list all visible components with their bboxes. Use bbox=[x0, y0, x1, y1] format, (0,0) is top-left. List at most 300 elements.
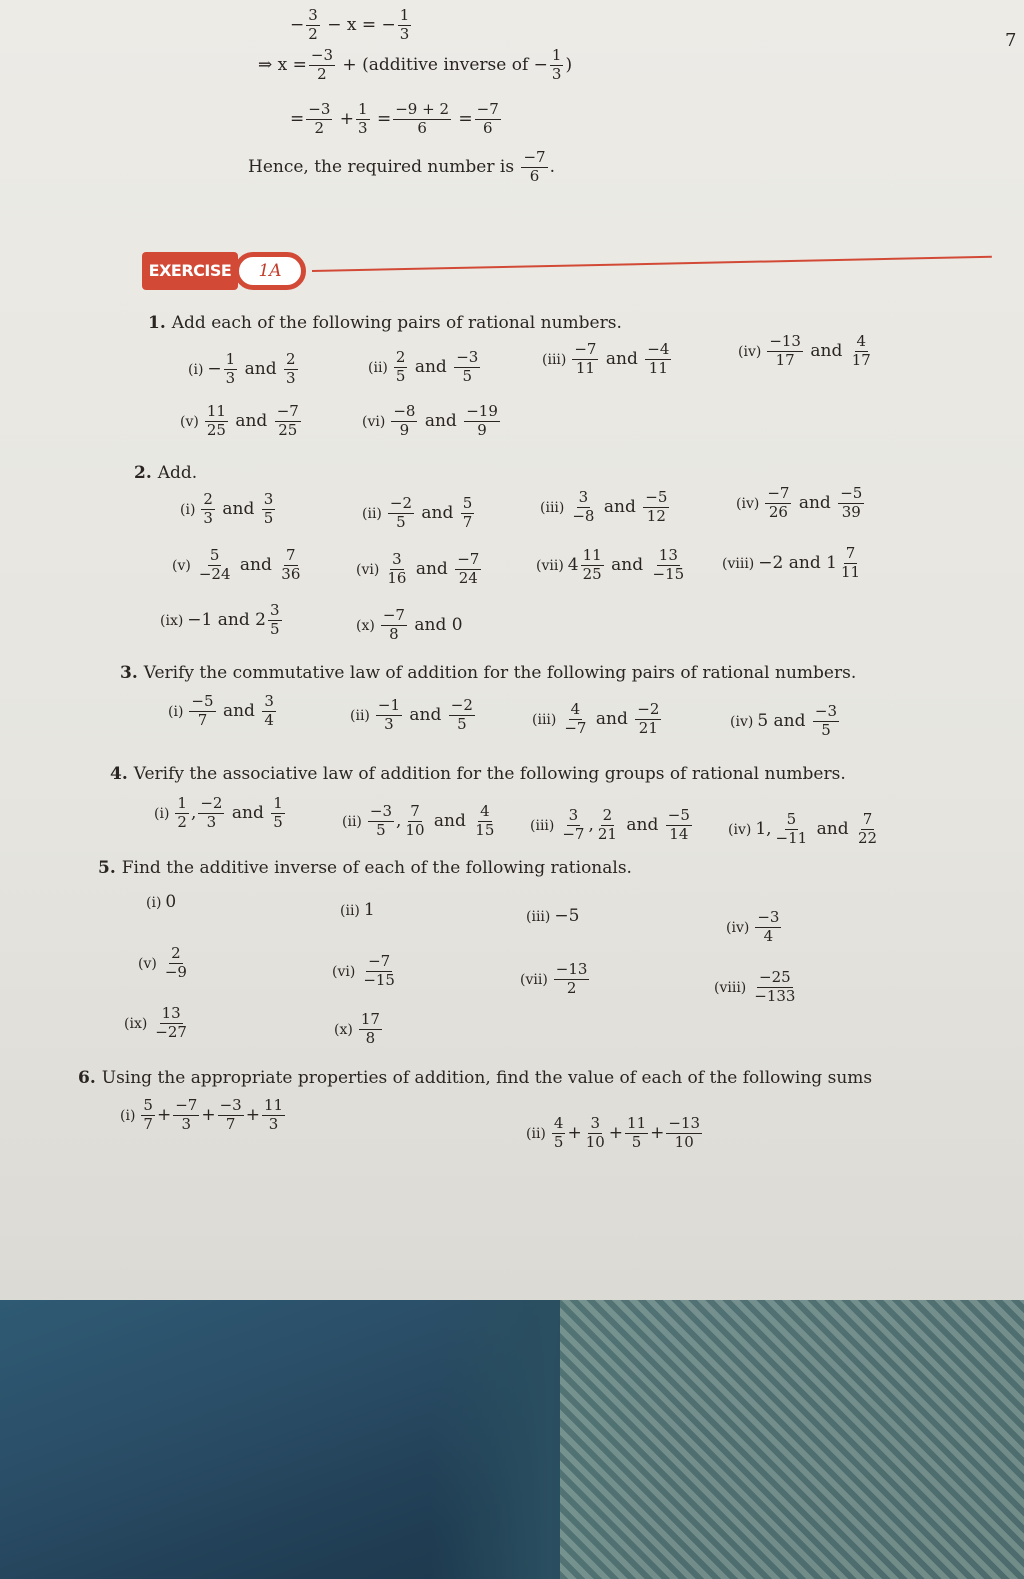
fraction bbox=[153, 1006, 189, 1041]
numerator: 7 bbox=[410, 802, 420, 820]
question-6: 6. Using the appropriate properties of addition, find the value of each of the following sums bbox=[78, 1068, 873, 1088]
numerator: −4 bbox=[647, 340, 670, 358]
fraction bbox=[268, 603, 282, 638]
denominator: 5 bbox=[821, 720, 831, 739]
item-label: (ii) bbox=[350, 707, 370, 724]
and-word: and bbox=[816, 818, 849, 839]
plus-sign: + bbox=[156, 1104, 172, 1125]
numerator: 3 bbox=[568, 806, 579, 824]
denominator: 5 bbox=[553, 1132, 564, 1151]
denominator: −7 bbox=[564, 718, 587, 737]
denominator: 3 bbox=[203, 508, 213, 527]
whole: 1 bbox=[826, 552, 837, 573]
item-label: (vii) bbox=[520, 971, 548, 988]
and-word: and bbox=[433, 810, 466, 831]
fraction bbox=[666, 808, 692, 843]
item-label: (iv) bbox=[728, 821, 752, 838]
denominator: 7 bbox=[462, 512, 473, 531]
item-label: (viii) bbox=[714, 979, 747, 996]
q4-item bbox=[154, 796, 287, 831]
numerator: 2 bbox=[395, 348, 406, 366]
and-word: and bbox=[222, 498, 255, 519]
numerator: 1 bbox=[225, 350, 236, 368]
denominator: 21 bbox=[597, 824, 617, 843]
exercise-label: EXERCISE bbox=[142, 252, 238, 290]
whole: −1 bbox=[187, 609, 213, 630]
item-label: (vi) bbox=[362, 413, 386, 430]
numerator: −3 bbox=[219, 1096, 242, 1114]
numerator: 2 bbox=[285, 350, 296, 368]
numerator: −7 bbox=[175, 1096, 198, 1114]
item-label: (x) bbox=[334, 1021, 353, 1038]
numerator: 3 bbox=[392, 550, 402, 568]
sign: − bbox=[207, 358, 222, 379]
item-label: (i) bbox=[180, 501, 196, 518]
numerator: 5 bbox=[462, 494, 473, 512]
item-label: (iv) bbox=[738, 343, 762, 360]
fraction bbox=[774, 812, 810, 847]
and-word: and bbox=[414, 356, 447, 377]
denominator: 5 bbox=[396, 512, 406, 531]
item-label: (iv) bbox=[736, 495, 760, 512]
denominator: 17 bbox=[851, 350, 871, 369]
numerator: 3 bbox=[269, 601, 280, 619]
denominator: −11 bbox=[775, 828, 808, 847]
fraction bbox=[284, 352, 298, 387]
and-word: and bbox=[222, 700, 255, 721]
numerator: 5 bbox=[786, 810, 797, 828]
numerator: 1 bbox=[177, 794, 187, 812]
denominator: −15 bbox=[652, 564, 685, 583]
exercise-number: 1A bbox=[234, 252, 306, 290]
q5-item bbox=[714, 970, 799, 1005]
denominator: −7 bbox=[562, 824, 585, 843]
numerator: −13 bbox=[555, 960, 588, 978]
fraction bbox=[584, 1116, 607, 1151]
q3-item bbox=[168, 694, 278, 729]
denominator: 4 bbox=[763, 926, 774, 945]
fraction bbox=[554, 962, 590, 997]
fraction bbox=[813, 704, 839, 739]
item-label: (i) bbox=[146, 895, 162, 911]
q5-item bbox=[340, 902, 375, 919]
numerator: −3 bbox=[456, 348, 479, 366]
plus-sign: + bbox=[245, 1104, 260, 1125]
q5-item bbox=[520, 962, 591, 997]
fraction bbox=[455, 552, 481, 587]
denominator: −9 bbox=[164, 962, 187, 981]
fraction bbox=[275, 404, 301, 439]
denominator: 2 bbox=[566, 978, 577, 997]
item-label: (i) bbox=[120, 1107, 136, 1124]
denominator: 10 bbox=[405, 820, 425, 839]
and-word: and bbox=[421, 502, 454, 523]
numerator: −2 bbox=[389, 494, 413, 512]
plus-sign: + bbox=[201, 1104, 216, 1125]
numerator: −5 bbox=[191, 692, 214, 710]
numerator: 11 bbox=[263, 1096, 284, 1114]
denominator: 24 bbox=[458, 568, 478, 587]
fraction bbox=[163, 946, 189, 981]
numerator: −13 bbox=[668, 1114, 701, 1132]
and-word: and bbox=[810, 340, 843, 361]
denominator: −27 bbox=[155, 1022, 187, 1041]
q1-item bbox=[738, 334, 875, 369]
denominator: 5 bbox=[263, 508, 274, 527]
q2-item bbox=[536, 548, 688, 583]
numerator: 7 bbox=[862, 810, 873, 828]
q5-item bbox=[146, 894, 176, 911]
denominator: 10 bbox=[674, 1132, 694, 1151]
item-label: (ix) bbox=[124, 1015, 148, 1032]
item-label: (ii) bbox=[340, 903, 360, 919]
fraction bbox=[839, 546, 862, 581]
numerator: 2 bbox=[171, 944, 181, 962]
item-label: (vii) bbox=[536, 557, 564, 574]
numerator: 4 bbox=[480, 802, 490, 820]
whole: 1, bbox=[755, 818, 772, 839]
numerator: −8 bbox=[393, 402, 416, 420]
q1-item bbox=[542, 342, 673, 377]
denominator: 2 bbox=[177, 812, 187, 831]
item-label: (iii) bbox=[526, 909, 551, 925]
numerator: −2 bbox=[637, 700, 660, 718]
numerator: −7 bbox=[574, 340, 597, 358]
denominator: 5 bbox=[269, 619, 280, 638]
fraction bbox=[464, 404, 500, 439]
numerator: 2 bbox=[203, 490, 213, 508]
comma: , bbox=[396, 810, 402, 831]
denominator: 5 bbox=[273, 812, 283, 831]
denominator: 11 bbox=[648, 358, 668, 377]
q2-item bbox=[180, 492, 277, 527]
and-word: and bbox=[605, 348, 638, 369]
q3-item bbox=[730, 704, 841, 739]
item-label: (iii) bbox=[530, 817, 555, 834]
numerator: 4 bbox=[856, 332, 867, 350]
numerator: 11 bbox=[206, 402, 226, 420]
q5-item bbox=[726, 910, 783, 945]
fraction bbox=[381, 608, 407, 643]
page-number: 7 bbox=[1005, 30, 1017, 51]
numerator: −3 bbox=[814, 702, 838, 720]
item-label: (iii) bbox=[532, 711, 557, 728]
q6-item bbox=[526, 1116, 704, 1151]
numerator: 7 bbox=[286, 546, 296, 564]
item-label: (iii) bbox=[542, 351, 567, 368]
and-word: and bbox=[773, 710, 806, 731]
fraction bbox=[560, 808, 586, 843]
denominator: −8 bbox=[572, 506, 595, 525]
item-label: (i) bbox=[168, 703, 184, 720]
denominator: 3 bbox=[384, 714, 394, 733]
q1-item bbox=[188, 352, 300, 387]
denominator: 3 bbox=[268, 1114, 279, 1133]
fraction bbox=[262, 492, 276, 527]
plus-sign: + bbox=[650, 1122, 665, 1143]
q4-item bbox=[728, 812, 881, 847]
fraction bbox=[189, 694, 215, 729]
fraction bbox=[198, 796, 224, 831]
example-line-3: = $\frac{-3}{2}$ + $\frac{1}{3}$ = $\frac{-9 + 2}{6}$ = $\frac{-7}{6}$ bbox=[290, 100, 499, 137]
fraction bbox=[570, 490, 596, 525]
q5-item bbox=[332, 954, 399, 989]
item-label: (ii) bbox=[362, 505, 382, 522]
fraction bbox=[279, 548, 302, 583]
fraction bbox=[394, 350, 408, 385]
question-2: 2. Add. bbox=[134, 463, 198, 483]
and-word: and bbox=[424, 410, 457, 431]
denominator: 3 bbox=[181, 1114, 192, 1133]
denominator: 25 bbox=[582, 564, 602, 583]
fraction bbox=[403, 804, 426, 839]
denominator: 9 bbox=[477, 420, 487, 439]
numerator: −2 bbox=[450, 696, 473, 714]
q6-item bbox=[120, 1098, 287, 1133]
cloth-pattern bbox=[560, 1300, 1024, 1579]
fraction bbox=[388, 496, 414, 531]
denominator: 3 bbox=[285, 368, 296, 387]
fraction bbox=[572, 342, 598, 377]
numerator: −3 bbox=[369, 802, 393, 820]
example-line-2: ⇒ x = $\frac{-3}{2}$ + (additive inverse of − $\frac{1}{3}$ ) bbox=[258, 46, 573, 83]
numerator: 1 bbox=[273, 794, 283, 812]
item-label: (ix) bbox=[160, 612, 184, 629]
q2-item bbox=[736, 486, 866, 521]
fraction bbox=[755, 910, 781, 945]
fraction bbox=[175, 796, 189, 831]
numerator: 7 bbox=[845, 544, 856, 562]
numerator: 4 bbox=[570, 700, 581, 718]
fraction bbox=[643, 490, 669, 525]
question-3: 3. Verify the commutative law of addition for the following pairs of rational numbers. bbox=[120, 663, 857, 683]
q2-item bbox=[160, 603, 284, 638]
numerator: −7 bbox=[457, 550, 480, 568]
denominator: 22 bbox=[857, 828, 878, 847]
item-label: (ii) bbox=[368, 359, 388, 376]
fraction bbox=[666, 1116, 702, 1151]
and-word: and bbox=[231, 802, 264, 823]
item-label: (ii) bbox=[342, 813, 362, 830]
fraction bbox=[201, 492, 215, 527]
denominator: 36 bbox=[281, 564, 301, 583]
q1-item bbox=[362, 404, 502, 439]
and-word: and bbox=[611, 554, 644, 575]
denominator: 5 bbox=[457, 714, 467, 733]
fraction bbox=[581, 548, 604, 583]
and-word: and bbox=[415, 558, 448, 579]
denominator: −24 bbox=[198, 564, 231, 583]
q5-item bbox=[334, 1012, 384, 1047]
q2-item bbox=[356, 608, 463, 643]
question-5: 5. Find the additive inverse of each of the following rationals. bbox=[98, 858, 632, 878]
fraction bbox=[224, 352, 238, 387]
whole: −2 bbox=[758, 552, 784, 573]
numerator: −7 bbox=[382, 606, 405, 624]
denominator: 8 bbox=[389, 624, 399, 643]
numerator: −19 bbox=[466, 402, 498, 420]
item-label: (i) bbox=[154, 805, 170, 822]
denominator: 3 bbox=[225, 368, 236, 387]
denominator: 11 bbox=[840, 562, 861, 581]
fraction bbox=[218, 1098, 244, 1133]
fraction bbox=[765, 486, 791, 521]
question-4: 4. Verify the associative law of addition for the following groups of rational numbers. bbox=[110, 764, 846, 784]
numerator: −13 bbox=[769, 332, 801, 350]
fraction bbox=[850, 334, 873, 369]
numerator: −7 bbox=[368, 952, 391, 970]
numerator: 11 bbox=[582, 546, 602, 564]
item-label: (v) bbox=[172, 557, 191, 574]
item-label: (v) bbox=[138, 955, 157, 972]
whole: 2 bbox=[255, 609, 266, 630]
denominator: 3 bbox=[206, 812, 217, 831]
fraction bbox=[141, 1098, 155, 1133]
plus-sign: + bbox=[608, 1122, 624, 1143]
whole: 5 bbox=[757, 710, 769, 731]
item-label: (iv) bbox=[726, 919, 750, 936]
numerator: −5 bbox=[667, 806, 690, 824]
denominator: 25 bbox=[278, 420, 298, 439]
fraction bbox=[454, 350, 480, 385]
numerator: 2 bbox=[602, 806, 613, 824]
denominator: 8 bbox=[365, 1028, 376, 1047]
and-word: and bbox=[239, 554, 272, 575]
fraction bbox=[385, 552, 408, 587]
item-label: (iii) bbox=[540, 499, 565, 516]
q1-item bbox=[180, 404, 303, 439]
q2-item bbox=[172, 548, 304, 583]
fraction bbox=[271, 796, 285, 831]
fraction bbox=[625, 1116, 648, 1151]
denominator: 9 bbox=[399, 420, 410, 439]
and-word: and bbox=[595, 708, 628, 729]
numerator: 5 bbox=[143, 1096, 153, 1114]
plus-sign: + bbox=[567, 1122, 582, 1143]
denominator: 10 bbox=[585, 1132, 605, 1151]
fraction bbox=[645, 342, 671, 377]
fraction bbox=[368, 804, 394, 839]
and-word: and bbox=[414, 614, 447, 635]
fraction bbox=[361, 954, 397, 989]
item-label: (vi) bbox=[332, 963, 356, 980]
comma: , bbox=[190, 802, 197, 823]
fraction bbox=[562, 702, 588, 737]
example-conclusion: Hence, the required number is $\frac{-7}{6}$ . bbox=[248, 148, 555, 185]
q5-item bbox=[124, 1006, 191, 1041]
fraction bbox=[197, 548, 233, 583]
fraction bbox=[596, 808, 619, 843]
denominator: 11 bbox=[575, 358, 595, 377]
item-label: (viii) bbox=[722, 555, 755, 572]
denominator: 4 bbox=[264, 710, 274, 729]
denominator: 16 bbox=[387, 568, 407, 587]
value: −5 bbox=[554, 906, 580, 926]
item-label: (vi) bbox=[356, 561, 380, 578]
numerator: 4 bbox=[553, 1114, 564, 1132]
denominator: 25 bbox=[206, 420, 226, 439]
q2-item bbox=[540, 490, 671, 525]
q2-item bbox=[362, 496, 476, 531]
q2-item bbox=[722, 546, 864, 581]
and-word: and bbox=[235, 410, 268, 431]
denominator: 26 bbox=[768, 502, 788, 521]
numerator: 5 bbox=[209, 546, 220, 564]
numerator: 17 bbox=[360, 1010, 380, 1028]
numerator: 3 bbox=[264, 692, 274, 710]
and-word: and bbox=[409, 704, 442, 725]
numerator: −7 bbox=[767, 484, 790, 502]
denominator: 39 bbox=[841, 502, 861, 521]
and-word: and bbox=[244, 358, 277, 379]
q3-item bbox=[532, 702, 663, 737]
fraction bbox=[391, 404, 417, 439]
fraction bbox=[473, 804, 496, 839]
fraction bbox=[552, 1116, 566, 1151]
q1-item bbox=[368, 350, 482, 385]
and-word: and bbox=[603, 496, 636, 517]
denominator: 17 bbox=[775, 350, 795, 369]
fraction bbox=[856, 812, 879, 847]
denominator: 5 bbox=[395, 366, 406, 385]
fraction bbox=[359, 1012, 382, 1047]
denominator: 5 bbox=[376, 820, 386, 839]
item-label: (iv) bbox=[730, 713, 754, 730]
fraction bbox=[262, 1098, 285, 1133]
fraction bbox=[449, 698, 475, 733]
fraction bbox=[461, 496, 475, 531]
fraction bbox=[635, 702, 661, 737]
whole: 4 bbox=[567, 554, 579, 575]
denominator: 7 bbox=[143, 1114, 153, 1133]
denominator: −133 bbox=[754, 986, 796, 1005]
whole: 0 bbox=[451, 614, 463, 635]
item-label: (v) bbox=[180, 413, 199, 430]
fraction bbox=[262, 694, 276, 729]
numerator: 3 bbox=[590, 1114, 600, 1132]
item-label: (x) bbox=[356, 617, 375, 634]
value: 0 bbox=[165, 892, 177, 912]
and-word: and bbox=[217, 609, 250, 630]
numerator: 13 bbox=[658, 546, 678, 564]
q4-item bbox=[342, 804, 498, 839]
fraction bbox=[651, 548, 687, 583]
fraction bbox=[173, 1098, 199, 1133]
denominator: 21 bbox=[638, 718, 658, 737]
numerator: −3 bbox=[757, 908, 780, 926]
numerator: −5 bbox=[840, 484, 863, 502]
denominator: 14 bbox=[669, 824, 689, 843]
item-label: (ii) bbox=[526, 1125, 546, 1142]
numerator: −25 bbox=[759, 968, 791, 986]
fraction bbox=[767, 334, 803, 369]
denominator: −15 bbox=[363, 970, 395, 989]
fraction bbox=[752, 970, 797, 1005]
denominator: 15 bbox=[475, 820, 495, 839]
value: 1 bbox=[363, 900, 375, 920]
and-word: and bbox=[788, 552, 821, 573]
question-1: 1. Add each of the following pairs of rational numbers. bbox=[148, 313, 622, 333]
q3-item bbox=[350, 698, 477, 733]
numerator: 3 bbox=[578, 488, 589, 506]
q5-item bbox=[138, 946, 191, 981]
example-line-1: − $\frac{3}{2}$ − x = − $\frac{1}{3}$ bbox=[290, 6, 410, 43]
denominator: 7 bbox=[225, 1114, 236, 1133]
q5-item bbox=[526, 908, 579, 925]
denominator: 7 bbox=[197, 710, 208, 729]
numerator: −1 bbox=[377, 696, 401, 714]
numerator: −2 bbox=[200, 794, 223, 812]
